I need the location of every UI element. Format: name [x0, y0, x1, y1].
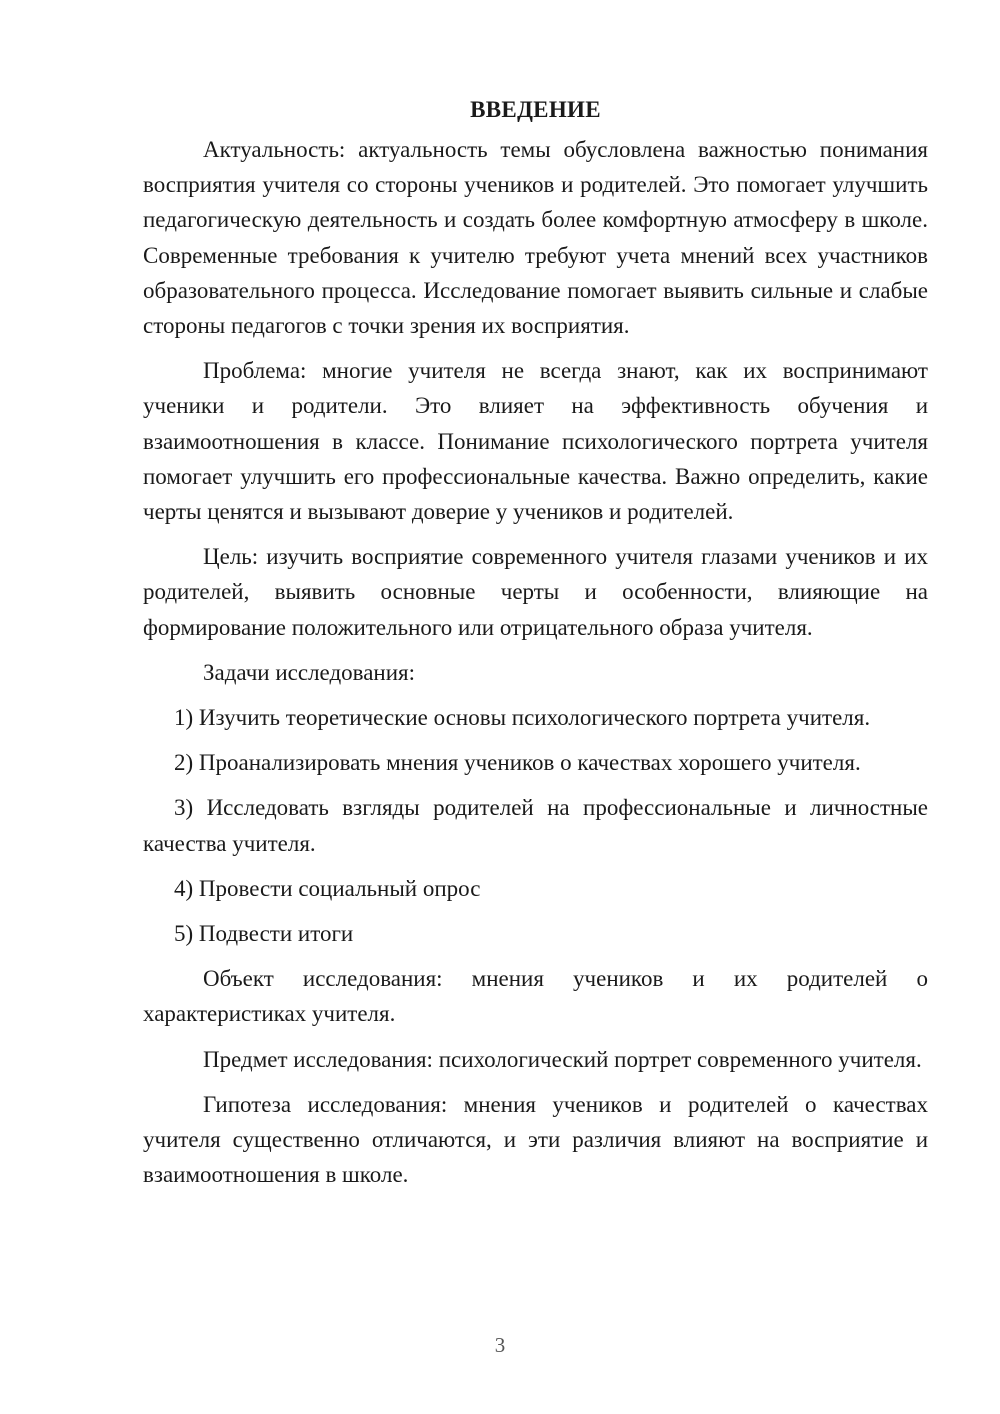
task-item-1: 1) Изучить теоретические основы психологического портрета учителя.: [174, 705, 871, 731]
task-item-2: 2) Проанализировать мнения учеников о качествах хорошего учителя.: [174, 750, 861, 776]
problem-paragraph: Проблема: многие учителя не всегда знают, как их воспринимают ученики и родители. Это влияет на эффективность обучения и взаимоотношения в классе. Понимание психологического портрета учителя помогает улучшить его профессиональные качества. Важно определить, какие черты ценятся и вызывают доверие у учеников и родителей.: [143, 358, 928, 525]
section-title: ВВЕДЕНИЕ: [470, 97, 601, 122]
task-item-4: 4) Провести социальный опрос: [174, 875, 481, 901]
page-number: 3: [494, 1333, 506, 1357]
relevance-paragraph: Актуальность: актуальность темы обусловлена важностью понимания восприятия учителя со стороны учеников и родителей. Это помогает улучшить педагогическую деятельность и создать более комфортную атмосферу в школе. Современные требования к учителю требуют учета мнений всех участников образовательного процесса. Исследование помогает выявить сильные и слабые стороны педагогов с точки зрения их восприятия.: [143, 137, 928, 339]
hypothesis-paragraph: Гипотеза исследования: мнения учеников и родителей о качествах учителя существенно отличаются, и эти различия влияют на восприятие и взаимоотношения в школе.: [143, 1091, 928, 1188]
document-page: [143, 92, 928, 1202]
tasks-heading: Задачи исследования:: [203, 659, 416, 685]
subject-paragraph: Предмет исследования: психологический портрет современного учителя.: [203, 1046, 922, 1072]
object-paragraph: Объект исследования: мнения учеников и их родителей о характеристиках учителя.: [143, 966, 928, 1027]
goal-paragraph: Цель: изучить восприятие современного учителя глазами учеников и их родителей, выявить основные черты и особенности, влияющие на формирование положительного или отрицательного образа учителя.: [143, 544, 928, 640]
task-item-3: 3) Исследовать взгляды родителей на профессиональные и личностные качества учителя.: [143, 795, 928, 856]
task-item-5: 5) Подвести итоги: [174, 921, 354, 947]
